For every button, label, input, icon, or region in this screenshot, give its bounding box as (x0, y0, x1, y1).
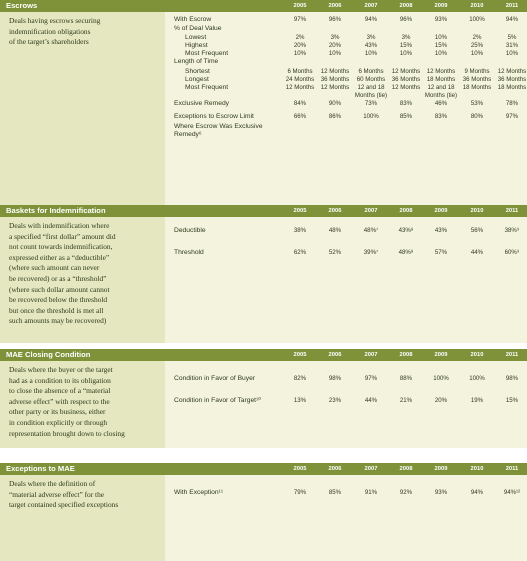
value-cell-2009: 46% (434, 100, 448, 107)
exceptions-title: Exceptions to MAE (6, 464, 75, 473)
value-cell-2005: 97% (293, 16, 307, 23)
mae-closing-description: Deals where the buyer or the target had as a condition to its obligation to close the absence of a “material adverse effect” with respect to the other party or its business, either in condition explicitly or through representation brought down to closing (9, 365, 125, 438)
value-cell-2009: 12 Months (426, 68, 456, 75)
year-header-2011: 2011 (505, 466, 519, 472)
value-cell-2011: 78% (505, 100, 519, 107)
row-label: Deductible (174, 227, 206, 234)
value-cell-2010: 56% (470, 227, 484, 234)
year-header-2008: 2008 (399, 466, 413, 472)
baskets-description: Deals with indemnification where a specified “first dollar” amount did not count towards indemnification, expressed either as a “deductible” (where such amount can never be recovered) or as a “threshold” (where such dollar amount cannot be recovered below the threshold but once the threshold is met all such amounts may be recovered) (9, 221, 116, 326)
row-label: With Escrow (174, 16, 212, 23)
value-cell-2010: 80% (470, 113, 484, 120)
value-cell-2005: 38% (293, 227, 307, 234)
exceptions-description-panel (0, 475, 165, 561)
value-cell-2009: 100% (433, 375, 449, 382)
exceptions-description: Deals where the definition of “material adverse effect” for the target contained specified exceptions (9, 479, 119, 510)
value-cell-2005: 62% (293, 249, 307, 256)
value-cell-2006: 98% (328, 375, 342, 382)
row-label: Shortest (185, 68, 210, 75)
value-cell-2006: 96% (328, 16, 342, 23)
year-header-2009: 2009 (434, 352, 448, 358)
value-cell-2009: 12 and 18 (427, 84, 455, 91)
value-cell-2011: 60%⁹ (504, 249, 520, 256)
value-cell-2010: 18 Months (462, 84, 492, 91)
value-cell-2005: 66% (293, 113, 307, 120)
value-cell-2006: 36 Months (320, 76, 350, 83)
value-cell-2009: 10% (434, 34, 448, 41)
value-cell-2009: 83% (434, 113, 448, 120)
year-header-2008: 2008 (399, 3, 413, 9)
value-cell-2010: 53% (470, 100, 484, 107)
value-cell-2005: 6 Months (287, 68, 313, 75)
value-cell-2010: 100% (469, 375, 485, 382)
value-cell-2005: 84% (293, 100, 307, 107)
value-cell-2006: 20% (328, 42, 342, 49)
value-cell-2008: 85% (399, 113, 413, 120)
value-cell-2006: 85% (328, 489, 342, 496)
value-cell-2007: 43% (364, 42, 378, 49)
value-cell-2008: 12 Months (391, 68, 421, 75)
year-header-2009: 2009 (434, 3, 448, 9)
value-cell-2006: 52% (328, 249, 342, 256)
row-label: % of Deal Value (174, 25, 222, 32)
value-cell-2008: 88% (399, 375, 413, 382)
escrows-description: Deals having escrows securing indemnification obligations of the target’s shareholders (9, 16, 101, 47)
value-cell-2010: 10% (470, 50, 484, 57)
year-header-2005: 2005 (293, 3, 307, 9)
exceptions-body (0, 475, 527, 561)
value-cell-2006: 23% (328, 397, 342, 404)
value-cell-2007: 12 and 18 (357, 84, 385, 91)
value-cell-2010: 100% (469, 16, 485, 23)
value-cell-2009: 43% (434, 227, 448, 234)
value-cell-2011: 38%⁹ (504, 227, 520, 234)
year-header-2007: 2007 (364, 352, 378, 358)
value-cell-2007: 91% (364, 489, 378, 496)
baskets-title: Baskets for Indemnification (6, 206, 106, 215)
baskets-body (0, 217, 527, 343)
year-header-2010: 2010 (470, 466, 484, 472)
value-cell-2008: 48%⁸ (398, 249, 414, 256)
value-cell-2008: 43%⁸ (398, 227, 414, 234)
row-label: Threshold (174, 249, 204, 256)
value-cell-2009: 93% (434, 489, 448, 496)
value-cell-2007: 10% (364, 50, 378, 57)
value-cell-2005: 20% (293, 42, 307, 49)
value-cell-2008: 96% (399, 16, 413, 23)
year-header-2005: 2005 (293, 208, 307, 214)
row-label: Most Frequent (185, 50, 229, 57)
baskets-description-panel (0, 217, 165, 343)
value-cell-2010: 19% (470, 397, 484, 404)
year-header-2006: 2006 (328, 352, 342, 358)
value-cell-2009: 93% (434, 16, 448, 23)
mae-closing-section (0, 349, 527, 448)
mae-closing-title: MAE Closing Condition (6, 350, 91, 359)
mae-closing-header (0, 349, 527, 361)
row-label: Lowest (185, 34, 207, 41)
exceptions-header (0, 463, 527, 475)
value-cell-2006: 12 Months (320, 84, 350, 91)
value-cell-2008: 12 Months (391, 84, 421, 91)
value-cell-2009: 20% (434, 397, 448, 404)
year-header-2010: 2010 (470, 208, 484, 214)
value-cell-2006: 48% (328, 227, 342, 234)
escrows-section (0, 0, 527, 205)
value-cell-2011: 10% (505, 50, 519, 57)
value-cell-2010: 2% (472, 34, 482, 41)
exceptions-section (0, 463, 527, 561)
value-cell-2006: 90% (328, 100, 342, 107)
value-cell-2005: 79% (293, 489, 307, 496)
year-header-2007: 2007 (364, 466, 378, 472)
value-cell-2008: 3% (401, 34, 411, 41)
value-cell-2006: 3% (330, 34, 340, 41)
row-label: Condition in Favor of Target¹⁰ (174, 397, 261, 404)
value-cell-2005: 24 Months (285, 76, 315, 83)
row-label: Longest (185, 76, 209, 83)
value-cell-2011: 97% (505, 113, 519, 120)
baskets-header (0, 205, 527, 217)
value-cell-2009: 57% (434, 249, 448, 256)
value-cell-2005: 10% (293, 50, 307, 57)
value-cell-2010: 9 Months (464, 68, 490, 75)
baskets-section (0, 205, 527, 343)
value-cell-2005: 12 Months (285, 84, 315, 91)
value-cell-2005: 2% (295, 34, 305, 41)
value-cell-2011: 31% (505, 42, 519, 49)
value-cell-2009: 18 Months (426, 76, 456, 83)
value-cell-2007: 6 Months (358, 68, 384, 75)
value-cell-2011: 18 Months (497, 84, 527, 91)
escrows-title: Escrows (6, 1, 38, 10)
year-header-2007: 2007 (364, 208, 378, 214)
year-header-2011: 2011 (505, 3, 519, 9)
value-cell-2007: Months (tie) (354, 92, 388, 99)
year-header-2011: 2011 (505, 352, 519, 358)
mae-closing-description-panel (0, 361, 165, 448)
year-header-2006: 2006 (328, 3, 342, 9)
year-header-2009: 2009 (434, 466, 448, 472)
value-cell-2010: 25% (470, 42, 484, 49)
value-cell-2005: 13% (293, 397, 307, 404)
value-cell-2008: 92% (399, 489, 413, 496)
value-cell-2006: 86% (328, 113, 342, 120)
row-label: Exceptions to Escrow Limit (174, 113, 254, 120)
escrows-body (0, 12, 527, 205)
year-header-2007: 2007 (364, 3, 378, 9)
value-cell-2007: 100% (363, 113, 379, 120)
value-cell-2007: 73% (364, 100, 378, 107)
year-header-2010: 2010 (470, 352, 484, 358)
value-cell-2011: 5% (507, 34, 517, 41)
value-cell-2009: 15% (434, 42, 448, 49)
row-label: Highest (185, 42, 208, 49)
value-cell-2008: 36 Months (391, 76, 421, 83)
row-label: Where Escrow Was Exclusive (174, 123, 263, 130)
value-cell-2011: 15% (505, 397, 519, 404)
value-cell-2008: 15% (399, 42, 413, 49)
escrows-header (0, 0, 527, 12)
mae-closing-body (0, 361, 527, 448)
value-cell-2007: 39%⁷ (363, 249, 379, 256)
value-cell-2008: 83% (399, 100, 413, 107)
value-cell-2011: 36 Months (497, 76, 527, 83)
row-label: Exclusive Remedy (174, 100, 230, 107)
year-header-2011: 2011 (505, 208, 519, 214)
value-cell-2008: 21% (399, 397, 413, 404)
row-label: With Exception¹¹ (174, 489, 224, 496)
year-header-2010: 2010 (470, 3, 484, 9)
value-cell-2007: 3% (366, 34, 376, 41)
row-label: Remedy⁶ (174, 131, 202, 138)
value-cell-2011: 94%¹² (503, 489, 521, 496)
year-header-2005: 2005 (293, 352, 307, 358)
value-cell-2010: 44% (470, 249, 484, 256)
value-cell-2007: 60 Months (356, 76, 386, 83)
value-cell-2007: 94% (364, 16, 378, 23)
value-cell-2009: 10% (434, 50, 448, 57)
value-cell-2009: Months (tie) (424, 92, 458, 99)
value-cell-2006: 12 Months (320, 68, 350, 75)
value-cell-2007: 44% (364, 397, 378, 404)
value-cell-2011: 94% (505, 16, 519, 23)
year-header-2009: 2009 (434, 208, 448, 214)
value-cell-2005: 82% (293, 375, 307, 382)
value-cell-2010: 94% (470, 489, 484, 496)
year-header-2005: 2005 (293, 466, 307, 472)
value-cell-2010: 36 Months (462, 76, 492, 83)
escrows-description-panel (0, 12, 165, 205)
row-label: Condition in Favor of Buyer (174, 375, 256, 382)
value-cell-2007: 97% (364, 375, 378, 382)
year-header-2008: 2008 (399, 352, 413, 358)
row-label: Most Frequent (185, 84, 229, 91)
year-header-2006: 2006 (328, 208, 342, 214)
value-cell-2006: 10% (328, 50, 342, 57)
value-cell-2011: 98% (505, 375, 519, 382)
value-cell-2008: 10% (399, 50, 413, 57)
year-header-2008: 2008 (399, 208, 413, 214)
row-label: Length of Time (174, 58, 219, 65)
value-cell-2007: 48%⁷ (363, 227, 379, 234)
year-header-2006: 2006 (328, 466, 342, 472)
value-cell-2011: 12 Months (497, 68, 527, 75)
